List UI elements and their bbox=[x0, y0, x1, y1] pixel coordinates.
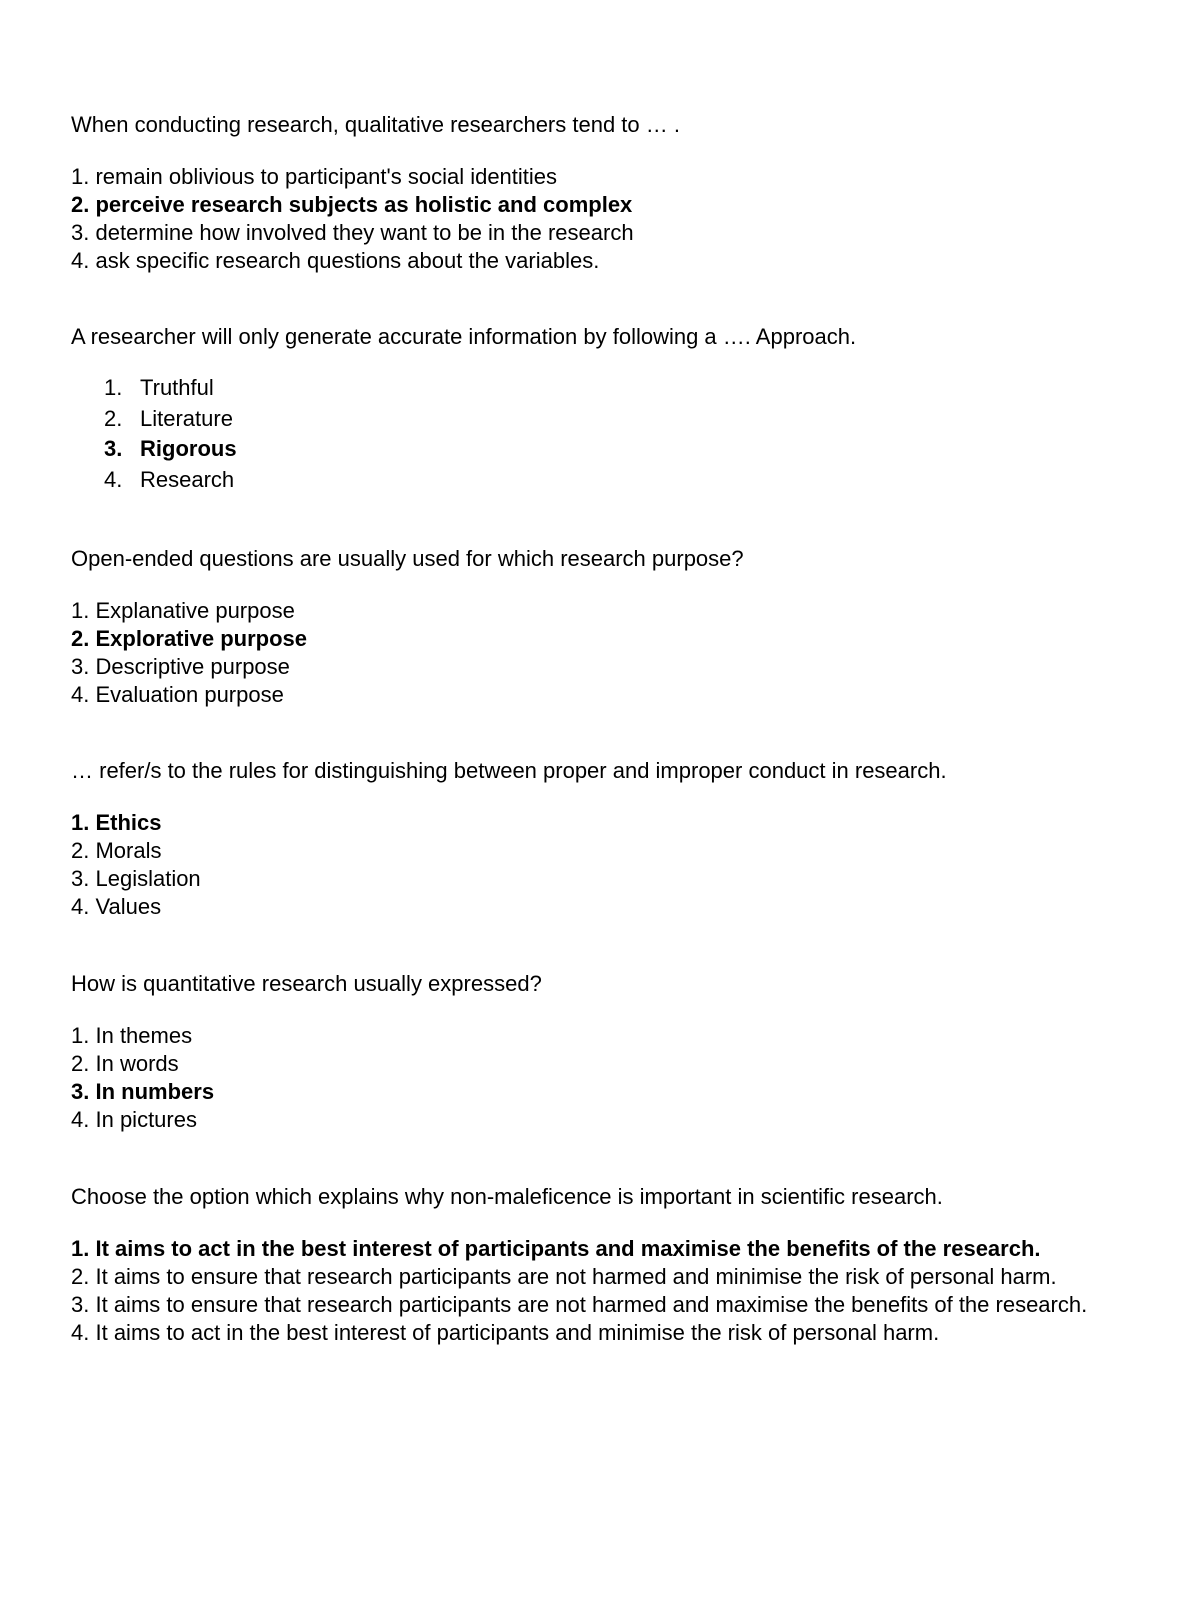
option-item bbox=[71, 163, 1181, 191]
option-item-answer bbox=[71, 809, 1181, 837]
option-item bbox=[71, 1050, 1181, 1078]
option-text: In words bbox=[95, 1051, 179, 1076]
option-text: Descriptive purpose bbox=[95, 654, 290, 679]
option-item bbox=[71, 1319, 1181, 1347]
question-text: How is quantitative research usually expressed? bbox=[71, 971, 542, 996]
option-number: 4. bbox=[71, 894, 90, 919]
option-number: 3. bbox=[71, 1292, 90, 1317]
option-list bbox=[71, 1022, 1181, 1134]
option-number: 1. bbox=[71, 1023, 90, 1048]
option-item bbox=[71, 1263, 1181, 1291]
option-list bbox=[71, 163, 1181, 275]
question-block bbox=[71, 1183, 1181, 1347]
option-list bbox=[71, 809, 1181, 921]
option-text: Explorative purpose bbox=[95, 626, 307, 651]
option-text: Values bbox=[95, 894, 162, 919]
option-text: In themes bbox=[95, 1023, 193, 1048]
option-number: 2. bbox=[71, 1264, 90, 1289]
option-item bbox=[71, 219, 1181, 247]
option-number: 3. bbox=[71, 1079, 90, 1104]
question-block bbox=[71, 111, 1181, 275]
question-text: … refer/s to the rules for distinguishing between proper and improper conduct in research. bbox=[71, 758, 947, 783]
option-number: 2. bbox=[71, 626, 90, 651]
option-text: Truthful bbox=[140, 375, 214, 400]
question-text: Open-ended questions are usually used for which research purpose? bbox=[71, 546, 744, 571]
option-number: 3. bbox=[71, 866, 90, 891]
option-text: Explanative purpose bbox=[95, 598, 295, 623]
question-block bbox=[71, 970, 1181, 1134]
option-text: It aims to act in the best interest of participants and minimise the risk of personal harm. bbox=[95, 1320, 940, 1345]
option-item bbox=[71, 465, 1181, 496]
option-item-answer bbox=[71, 1235, 1181, 1263]
option-item bbox=[71, 837, 1181, 865]
option-item bbox=[71, 1022, 1181, 1050]
option-text: In numbers bbox=[95, 1079, 215, 1104]
option-item bbox=[71, 1291, 1181, 1319]
option-text: Ethics bbox=[95, 810, 162, 835]
option-number: 3. bbox=[71, 654, 90, 679]
option-item bbox=[71, 653, 1181, 681]
option-text: It aims to act in the best interest of participants and maximise the benefits of the research. bbox=[95, 1236, 1041, 1261]
question-block bbox=[71, 323, 1181, 495]
option-item bbox=[71, 247, 1181, 275]
option-text: ask specific research questions about the variables. bbox=[95, 248, 600, 273]
option-number: 4. bbox=[104, 466, 123, 492]
option-number: 2. bbox=[104, 405, 123, 431]
option-number: 4. bbox=[71, 1320, 90, 1345]
option-item-answer bbox=[71, 191, 1181, 219]
option-list bbox=[71, 597, 1181, 709]
option-number: 1. bbox=[71, 810, 90, 835]
question-block bbox=[71, 545, 1181, 709]
option-text: Literature bbox=[140, 405, 233, 431]
option-number: 3. bbox=[71, 220, 90, 245]
option-text: Research bbox=[140, 466, 235, 492]
option-number: 4. bbox=[71, 248, 90, 273]
option-item bbox=[71, 597, 1181, 625]
option-number: 1. bbox=[71, 1236, 90, 1261]
option-text: In pictures bbox=[95, 1107, 197, 1132]
option-number: 2. bbox=[71, 192, 90, 217]
option-item bbox=[71, 404, 1181, 435]
option-item bbox=[71, 373, 1181, 404]
option-text: Evaluation purpose bbox=[95, 682, 284, 707]
option-text: determine how involved they want to be in the research bbox=[95, 220, 634, 245]
option-item bbox=[71, 893, 1181, 921]
option-number: 4. bbox=[71, 682, 90, 707]
option-text: Rigorous bbox=[140, 436, 237, 461]
option-number: 1. bbox=[71, 164, 90, 189]
option-number: 4. bbox=[71, 1107, 90, 1132]
option-item-answer bbox=[71, 1078, 1181, 1106]
option-list bbox=[71, 1235, 1181, 1347]
option-item-answer bbox=[71, 434, 1181, 465]
option-text: remain oblivious to participant's social identities bbox=[95, 164, 558, 189]
question-block bbox=[71, 757, 1181, 921]
question-text: Choose the option which explains why non-maleficence is important in scientific research. bbox=[71, 1184, 943, 1209]
option-number: 1. bbox=[104, 375, 123, 400]
option-item-answer bbox=[71, 625, 1181, 653]
option-text: perceive research subjects as holistic and complex bbox=[95, 192, 633, 217]
option-text: It aims to ensure that research participants are not harmed and maximise the benefits of the research. bbox=[95, 1292, 1088, 1317]
option-number: 2. bbox=[71, 1051, 90, 1076]
option-text: It aims to ensure that research participants are not harmed and minimise the risk of personal harm. bbox=[95, 1264, 1057, 1289]
option-item bbox=[71, 1106, 1181, 1134]
question-text: A researcher will only generate accurate information by following a …. Approach. bbox=[71, 324, 857, 349]
question-text: When conducting research, qualitative researchers tend to … . bbox=[71, 112, 680, 137]
option-number: 2. bbox=[71, 838, 90, 863]
option-list bbox=[71, 373, 1181, 495]
option-text: Legislation bbox=[95, 866, 201, 891]
option-text: Morals bbox=[95, 838, 162, 863]
option-item bbox=[71, 681, 1181, 709]
option-item bbox=[71, 865, 1181, 893]
option-number: 1. bbox=[71, 598, 90, 623]
option-number: 3. bbox=[104, 436, 123, 461]
